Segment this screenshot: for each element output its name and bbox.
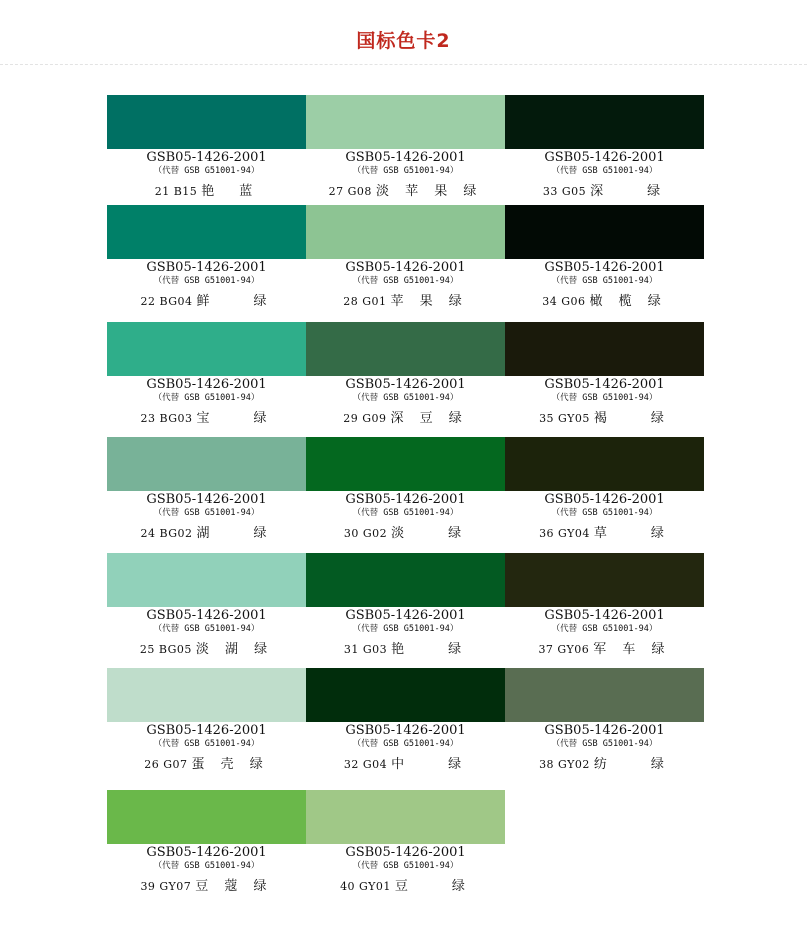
color-number: 24 BG02 [140, 527, 193, 540]
color-name: 深 绿 [590, 184, 667, 199]
color-swatch-card [107, 553, 306, 668]
color-swatch [306, 322, 505, 376]
color-name: 豆 绿 [394, 879, 471, 894]
color-swatch [107, 437, 306, 491]
color-name: 草 绿 [593, 526, 670, 541]
color-number: 31 G03 [343, 643, 388, 656]
color-swatch-card [505, 205, 704, 322]
replacement-note: （代替 GSB G51001-94） [153, 624, 260, 634]
color-swatch-card [505, 553, 704, 668]
color-label [306, 412, 505, 425]
standard-code: GSB05-1426-2001 [345, 845, 466, 860]
standard-code: GSB05-1426-2001 [544, 260, 665, 275]
color-label [505, 412, 704, 425]
color-number: 39 GY07 [140, 880, 192, 893]
standard-code: GSB05-1426-2001 [146, 723, 267, 738]
color-name: 鲜 绿 [196, 294, 273, 309]
color-swatch-card [107, 437, 306, 553]
replacement-note: （代替 GSB G51001-94） [551, 624, 658, 634]
color-number: 35 GY05 [539, 412, 590, 425]
color-name: 淡 绿 [391, 526, 468, 541]
color-name: 艳 绿 [391, 642, 468, 657]
color-label [306, 185, 505, 198]
color-swatch [306, 437, 505, 491]
replacement-note: （代替 GSB G51001-94） [352, 393, 459, 403]
color-swatch-card [107, 790, 306, 904]
color-number: 28 G01 [343, 295, 387, 308]
standard-code: GSB05-1426-2001 [345, 723, 466, 738]
color-name: 纺 绿 [593, 757, 670, 772]
color-swatch [107, 95, 306, 149]
replacement-note: （代替 GSB G51001-94） [352, 624, 459, 634]
color-swatch [505, 95, 704, 149]
color-swatch-card [107, 668, 306, 790]
standard-code: GSB05-1426-2001 [544, 608, 665, 623]
color-label [107, 880, 306, 893]
replacement-note: （代替 GSB G51001-94） [551, 276, 658, 286]
color-number: 26 G07 [144, 758, 188, 771]
replacement-note: （代替 GSB G51001-94） [352, 166, 459, 176]
color-number: 22 BG04 [140, 295, 193, 308]
color-name: 中 绿 [391, 757, 468, 772]
color-swatch [306, 95, 505, 149]
color-number: 33 G05 [542, 185, 587, 198]
color-label [306, 758, 505, 771]
color-label [505, 185, 704, 198]
replacement-note: （代替 GSB G51001-94） [153, 508, 260, 518]
standard-code: GSB05-1426-2001 [544, 150, 665, 165]
color-swatch-card [107, 95, 306, 205]
replacement-note: （代替 GSB G51001-94） [551, 393, 658, 403]
color-swatch-card [306, 790, 505, 904]
color-swatch [306, 790, 505, 844]
standard-code: GSB05-1426-2001 [345, 608, 466, 623]
color-swatch [107, 322, 306, 376]
color-label [107, 527, 306, 540]
color-swatch [306, 668, 505, 722]
standard-code: GSB05-1426-2001 [345, 492, 466, 507]
replacement-note: （代替 GSB G51001-94） [352, 508, 459, 518]
color-card-grid [107, 95, 704, 904]
color-swatch [306, 205, 505, 259]
replacement-note: （代替 GSB G51001-94） [153, 739, 260, 749]
color-number: 21 B15 [154, 185, 198, 198]
standard-code: GSB05-1426-2001 [345, 150, 466, 165]
color-number: 34 G06 [542, 295, 586, 308]
color-swatch-card [107, 205, 306, 322]
color-label [306, 295, 505, 308]
color-name: 军 车 绿 [593, 642, 671, 657]
replacement-note: （代替 GSB G51001-94） [352, 276, 459, 286]
color-swatch [107, 790, 306, 844]
color-swatch-card [306, 322, 505, 437]
color-swatch [505, 553, 704, 607]
standard-code: GSB05-1426-2001 [146, 150, 267, 165]
color-swatch [107, 668, 306, 722]
replacement-note: （代替 GSB G51001-94） [352, 739, 459, 749]
color-swatch [505, 205, 704, 259]
color-swatch-card [306, 95, 505, 205]
color-number: 32 G04 [343, 758, 388, 771]
standard-code: GSB05-1426-2001 [146, 492, 267, 507]
color-name: 淡 湖 绿 [195, 642, 274, 657]
color-number: 29 G09 [343, 412, 387, 425]
color-name: 苹 果 绿 [390, 294, 468, 309]
color-label [107, 643, 306, 656]
color-number: 38 GY02 [539, 758, 590, 771]
color-swatch [107, 553, 306, 607]
standard-code: GSB05-1426-2001 [345, 260, 466, 275]
color-swatch-card [505, 437, 704, 553]
color-label [505, 643, 704, 656]
color-number: 23 BG03 [140, 412, 193, 425]
color-swatch-card [306, 668, 505, 790]
color-label [306, 643, 505, 656]
color-swatch-card [306, 437, 505, 553]
replacement-note: （代替 GSB G51001-94） [153, 861, 260, 871]
color-name: 褐 绿 [593, 411, 670, 426]
color-label [306, 527, 505, 540]
standard-code: GSB05-1426-2001 [345, 377, 466, 392]
replacement-note: （代替 GSB G51001-94） [153, 393, 260, 403]
standard-code: GSB05-1426-2001 [544, 377, 665, 392]
page-title: 国标色卡2 [356, 30, 451, 52]
color-number: 30 G02 [343, 527, 388, 540]
color-swatch-card [306, 553, 505, 668]
color-name: 淡 苹 果 绿 [375, 184, 483, 199]
color-swatch-card [505, 95, 704, 205]
color-number: 25 BG05 [139, 643, 192, 656]
standard-code: GSB05-1426-2001 [146, 260, 267, 275]
color-swatch-card [505, 322, 704, 437]
replacement-note: （代替 GSB G51001-94） [153, 166, 260, 176]
replacement-note: （代替 GSB G51001-94） [551, 739, 658, 749]
color-swatch [505, 437, 704, 491]
standard-code: GSB05-1426-2001 [146, 608, 267, 623]
color-swatch [306, 553, 505, 607]
color-label [505, 295, 704, 308]
color-name: 湖 绿 [196, 526, 273, 541]
replacement-note: （代替 GSB G51001-94） [153, 276, 260, 286]
replacement-note: （代替 GSB G51001-94） [551, 508, 658, 518]
color-name: 宝 绿 [196, 411, 273, 426]
replacement-note: （代替 GSB G51001-94） [352, 861, 459, 871]
color-swatch [107, 205, 306, 259]
color-label [107, 412, 306, 425]
color-swatch-card [505, 668, 704, 790]
color-name: 蛋 壳 绿 [191, 757, 269, 772]
color-number: 37 GY06 [538, 643, 590, 656]
color-swatch-card [306, 205, 505, 322]
color-name: 深 豆 绿 [390, 411, 468, 426]
color-number: 36 GY04 [539, 527, 590, 540]
color-label [107, 295, 306, 308]
color-swatch-card [107, 322, 306, 437]
color-swatch [505, 322, 704, 376]
color-name: 橄 榄 绿 [589, 294, 667, 309]
color-number: 27 G08 [328, 185, 372, 198]
standard-code: GSB05-1426-2001 [146, 845, 267, 860]
color-swatch [505, 668, 704, 722]
color-label [107, 758, 306, 771]
color-label [107, 185, 306, 198]
color-label [306, 880, 505, 893]
standard-code: GSB05-1426-2001 [544, 723, 665, 738]
color-number: 40 GY01 [340, 880, 391, 893]
standard-code: GSB05-1426-2001 [544, 492, 665, 507]
replacement-note: （代替 GSB G51001-94） [551, 166, 658, 176]
standard-code: GSB05-1426-2001 [146, 377, 267, 392]
color-name: 豆 蔻 绿 [195, 879, 273, 894]
title-divider [0, 64, 807, 65]
color-name: 艳 蓝 [201, 184, 259, 199]
color-label [505, 527, 704, 540]
color-label [505, 758, 704, 771]
